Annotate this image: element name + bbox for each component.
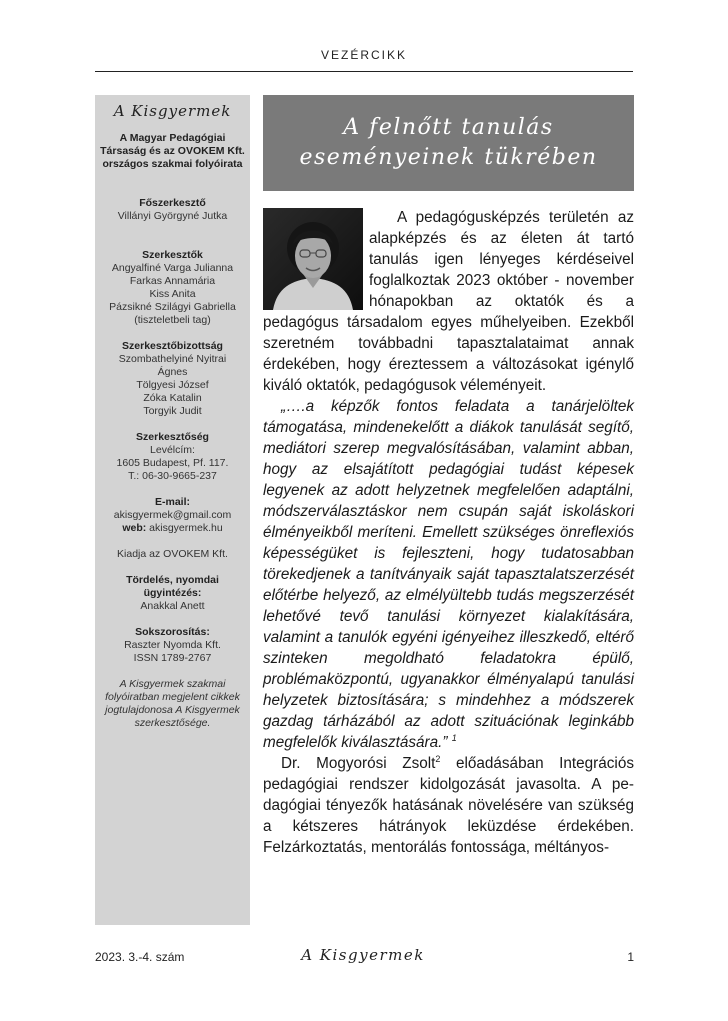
editors-label: Szerkesztők [142,249,203,261]
footnote-ref-1: 1 [451,732,457,743]
editor-in-chief-name: Villányi Györgyné Jutka [117,210,228,222]
print-label: Sokszorosítás: [135,626,210,638]
editor-name: Angyalfiné Varga Julianna [111,262,234,274]
issn-line: ISSN 1789-2767 [133,652,212,664]
article-title-line-1: A felnőtt tanulás [343,115,554,140]
footer-issue: 2023. 3.-4. szám [95,950,185,964]
editor-name: Kiss Anita [149,288,196,300]
article-title [299,113,597,173]
article-quote-paragraph [263,396,634,753]
article-paragraph-3 [263,753,634,858]
header-rule [95,71,633,72]
office-line: Levélcím: [150,444,195,456]
masthead-title: A Kisgyermek [113,102,232,120]
editor-note: (tiszteletbeli tag) [134,314,211,326]
article-title-box [263,95,634,191]
article-body [263,207,634,858]
office-label: Szerkesztőség [136,431,209,443]
article-para3-text: előadásában Integrációs pedagógiai rendszer kidolgozását javasolta. A pedagógiai tényezők hatásának növelésére van szükség a kétszeres hátrányok leküzdése érdekében. Felzárkoztatás, mentorálás fontossága, méltányos- [263,755,634,856]
print-line: Raszter Nyomda Kft. [124,639,221,651]
publisher-line: Kiadja az OVOKEM Kft. [117,548,228,560]
footer-journal-name: A Kisgyermek [301,946,425,964]
board-member: Zóka Katalin [143,392,202,404]
copyright-note: A Kisgyermek szakmai folyóiratban megjelent cikkek jogtulajdonosa A Kisgyermek szerkesztősége. [105,678,240,729]
email-address: akisgyermek@gmail.com [113,509,232,521]
office-line: 1605 Budapest, Pf. 117. [116,457,229,469]
article-title-line-2: eseményeinek tükrében [299,145,598,170]
board-member: Tölgyesi József [136,379,209,391]
office-phone: T.: 06-30-9665-237 [128,470,217,482]
layout-label: Tördelés, nyomdai ügyintézés: [126,574,219,599]
footnote-ref-2: 2 [435,753,441,764]
web-address: akisgyermek.hu [146,522,223,534]
board-member: Ágnes [157,366,188,378]
web-label: web: [122,522,147,534]
section-label: VEZÉRCIKK [320,48,407,62]
publisher-description: A Magyar Pedagógiai Társaság és az OVOKEM Kft. országos szakmai folyóirata [100,132,245,170]
editor-name: Pázsikné Szilágyi Gabriella [109,301,236,313]
layout-name: Anakkal Anett [140,600,205,612]
editor-in-chief-label: Főszerkesztő [139,197,206,209]
board-label: Szerkesztőbizottság [122,340,223,352]
article-para3-speaker: Dr. Mogyorósi Zsolt [281,755,436,772]
board-member: Torgyik Judit [143,405,202,417]
email-label: E-mail: [154,496,190,508]
article-intro-text: A pedagógusképzés területén az alapképzés és az életen át tartó tanulás igen lényeges kérdéseivel foglalkoztak 2023 október - november hónapokban az oktatók és a pedagógus társadalom egyes műhelyeiben. Ezekből szeretném továbbadni tapasztalataimat annak érdekében, hogy éreztessem a változásokat igénylő kiváló oktatók, pedagógusok véleményeit. [263,209,634,394]
editor-name: Farkas Annamária [129,275,216,287]
masthead-sidebar [95,95,250,925]
article-quote-text: „….a képzők fontos feladata a tanárjelöltek támogatása, mindenekelőtt a diákok tanulását segítő, mediátori szerep megvalósításában, valamint abban, hogy az elsajátított pedagógiai tudást képesek legyenek az adott helyzetnek megfelelően adaptálni, módszerválasztáskor nem csupán saját iskoláskori élményeikből meríteni. Emellett szükséges önreflexiós képességüket is fejleszteni, hogy tudatosabban törekedjenek a tanítványaik saját tapasztalatszerzését előtérbe helyező, az elmélyültebb tudás megszerzését lehetővé tevő tanulási környezet kialakítására, valamint a tanulók egyéni igényeihez illeszkedő, eltérő szinteken megoldható feladatokra épülő, problémaközpontú, ugyanakkor élményalapú tanulási helyzetek biztosítására; s mindehhez a módszerek gazdag tárházából az adott szituációnak leginkább megfelelők kiválasztására.” [263,398,634,751]
board-member: Szombathelyiné Nyitrai [118,353,227,365]
web-line [99,522,246,535]
page-number: 1 [627,950,634,964]
